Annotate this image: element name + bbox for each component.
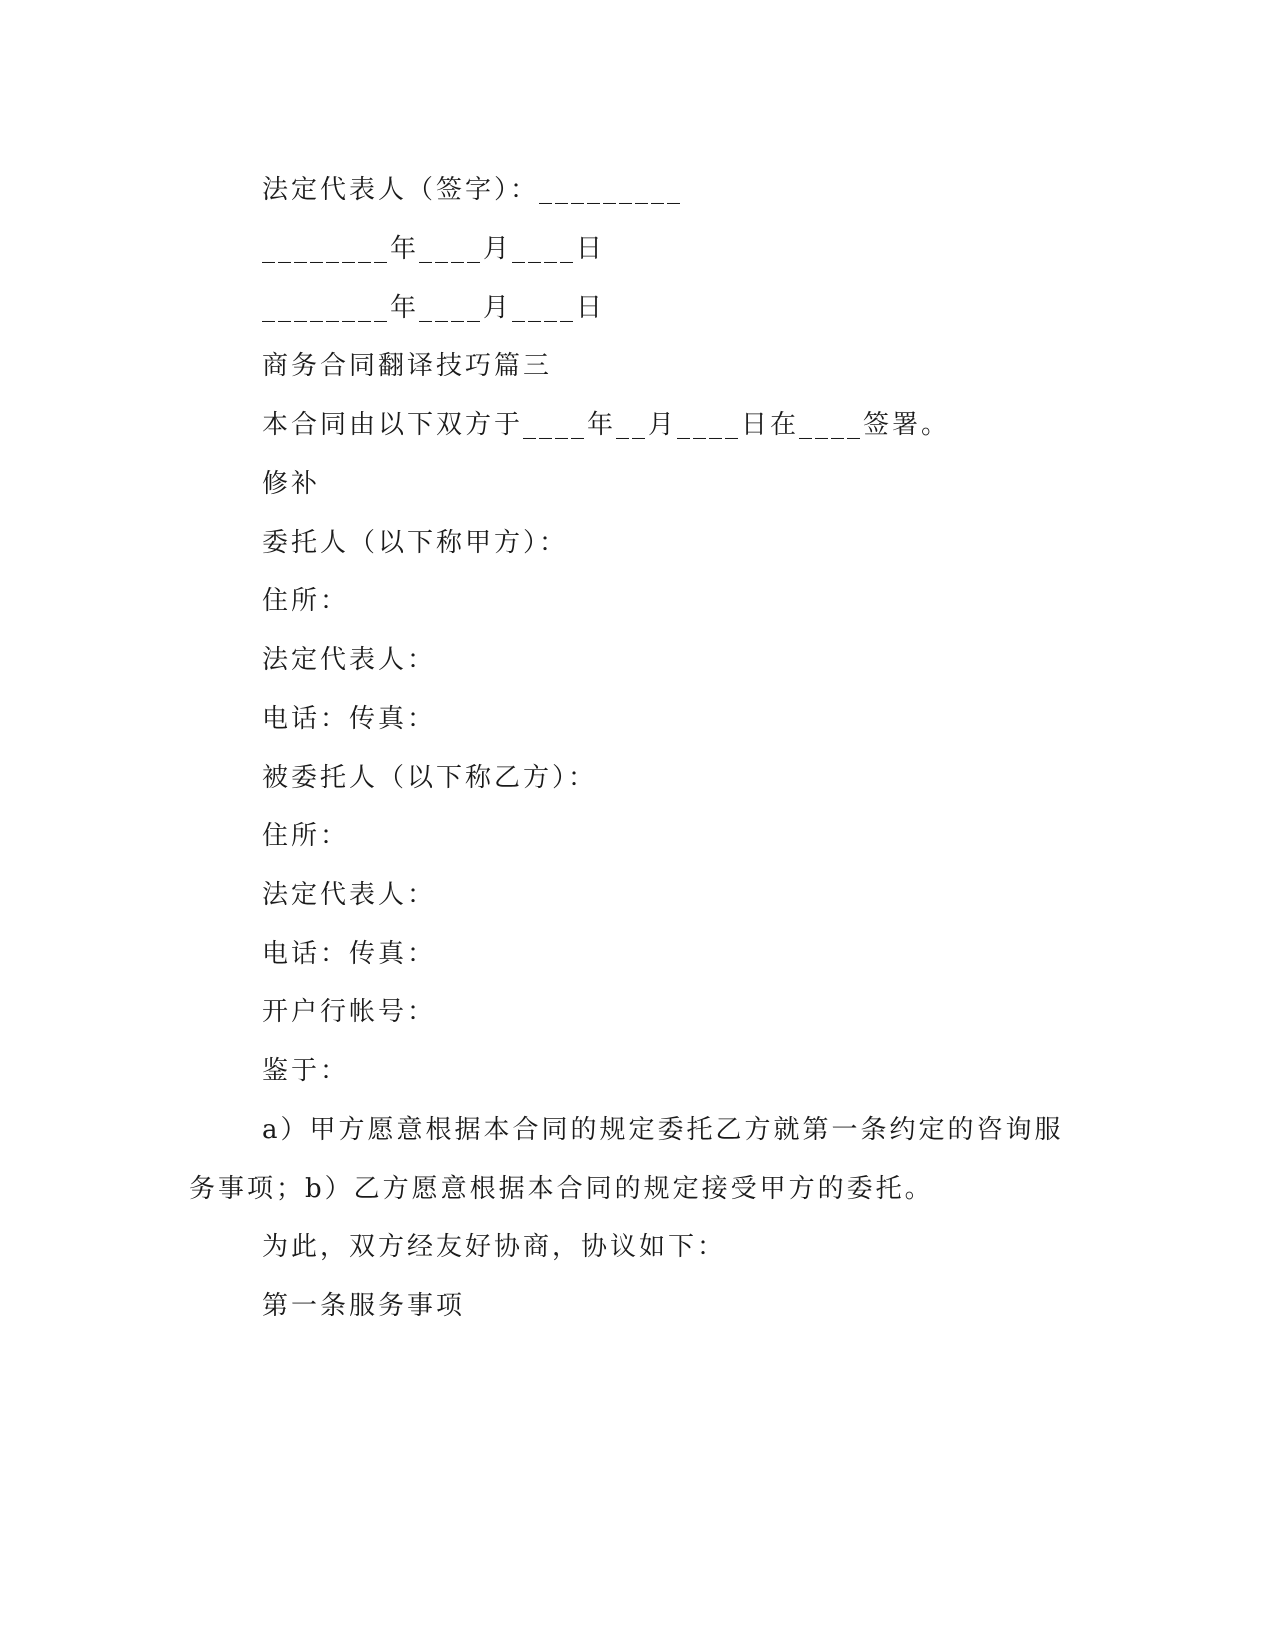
party-b-heading: 被委托人（以下称乙方）： <box>262 763 598 793</box>
party-a-phone-fax: 电话：传真： <box>262 704 437 734</box>
whereas-clause-line-1: a）甲方愿意根据本合同的规定委托乙方就第一条约定的咨询服 <box>262 1115 1064 1145</box>
party-b-address: 住所： <box>262 821 350 851</box>
date-line-2: ________年____月____日 <box>262 293 606 323</box>
date-line-1: ________年____月____日 <box>262 234 606 264</box>
party-a-heading: 委托人（以下称甲方）： <box>262 528 569 558</box>
party-b-bank-account: 开户行帐号： <box>262 997 437 1027</box>
section-heading: 商务合同翻译技巧篇三 <box>262 351 553 381</box>
party-b-representative: 法定代表人： <box>262 880 437 910</box>
party-a-representative: 法定代表人： <box>262 645 437 675</box>
article-one-heading: 第一条服务事项 <box>262 1291 466 1321</box>
signature-line: 法定代表人（签字）：_________ <box>262 175 684 205</box>
whereas-heading: 鉴于： <box>262 1056 350 1086</box>
party-a-address: 住所： <box>262 586 350 616</box>
agreement-intro: 为此，双方经友好协商，协议如下： <box>262 1232 727 1262</box>
whereas-clause-line-2: 务事项；b）乙方愿意根据本合同的规定接受甲方的委托。 <box>189 1174 934 1204</box>
party-b-phone-fax: 电话：传真： <box>262 939 437 969</box>
contract-intro: 本合同由以下双方于____年__月____日在____签署。 <box>262 410 951 440</box>
body-line: 修补 <box>262 469 321 499</box>
